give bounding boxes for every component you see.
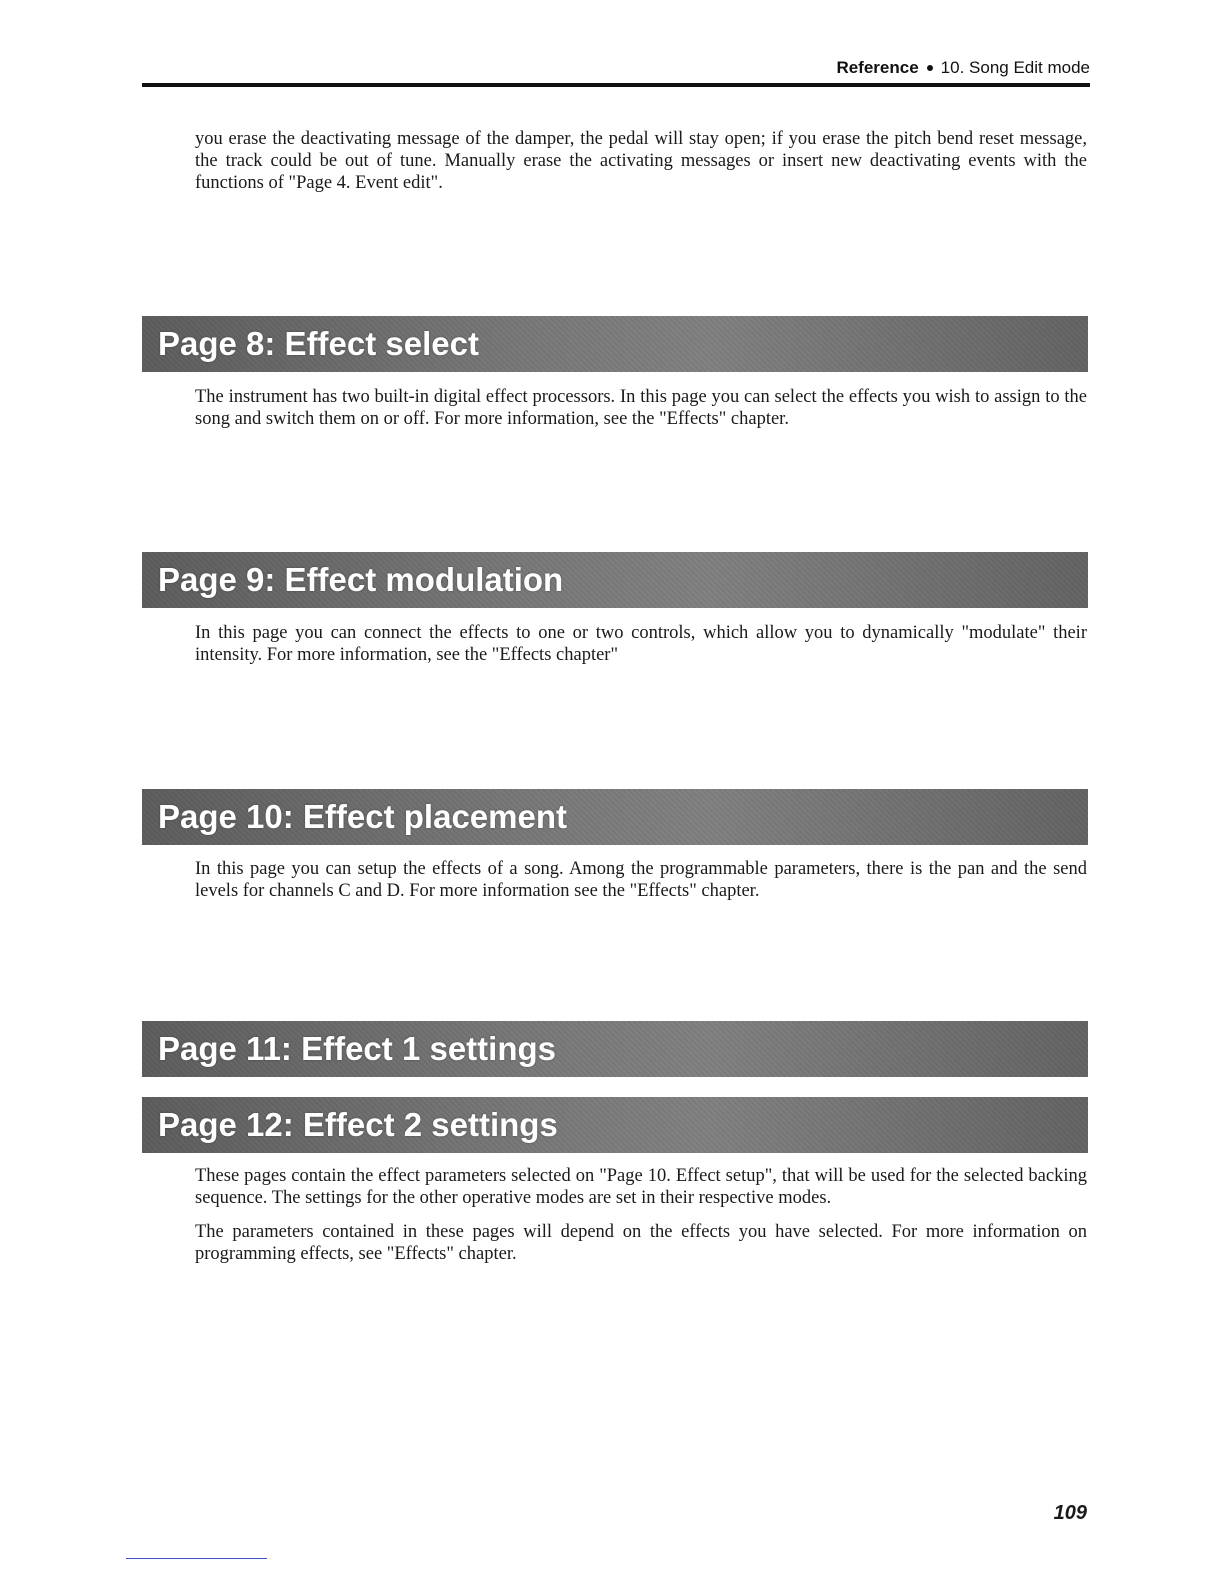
section-paragraph: In this page you can setup the effects of a song. Among the programmable parameters, there is the pan and the send levels for channels C and D. For more information see the "Effects" chapter. [195,859,1087,901]
section-paragraph: The parameters contained in these pages will depend on the effects you have selected. For more information on programming effects, see "Effects" chapter. [195,1222,1087,1264]
section-banner-page-8 [142,316,1088,372]
footer-rule [126,1558,267,1559]
running-head [836,58,1090,78]
section-paragraph: These pages contain the effect parameters selected on "Page 10. Effect setup", that will be used for the selected backing sequence. The settings for the other operative modes are set in their respective modes. [195,1166,1087,1208]
section-banner-page-10 [142,789,1088,845]
running-head-section: Reference [836,58,919,77]
section-title: Page 9: Effect modulation [158,561,564,598]
section-banner-page-9 [142,552,1088,608]
section-title: Page 10: Effect placement [158,798,567,835]
section-paragraph: The instrument has two built-in digital effect processors. In this page you can select the effects you wish to assign to the song and switch them on or off. For more information, see the "Effects" chapter. [195,387,1087,429]
section-title: Page 12: Effect 2 settings [158,1106,558,1143]
page-number: 109 [1053,1502,1087,1524]
section-title: Page 11: Effect 1 settings [158,1030,556,1067]
section-paragraph: In this page you can connect the effects to one or two controls, which allow you to dynamically "modulate" their intensity. For more information, see the "Effects chapter" [195,623,1087,665]
bullet-icon [927,65,933,71]
intro-paragraph: you erase the deactivating message of the damper, the pedal will stay open; if you erase the pitch bend reset message, the track could be out of tune. Manually erase the activating messages or insert new deactivating events with the functions of "Page 4. Event edit". [195,129,1087,193]
section-banner-page-12 [142,1097,1088,1153]
section-banner-page-11 [142,1021,1088,1077]
header-rule [142,83,1090,87]
running-head-chapter: 10. Song Edit mode [940,58,1090,77]
section-title: Page 8: Effect select [158,325,479,362]
